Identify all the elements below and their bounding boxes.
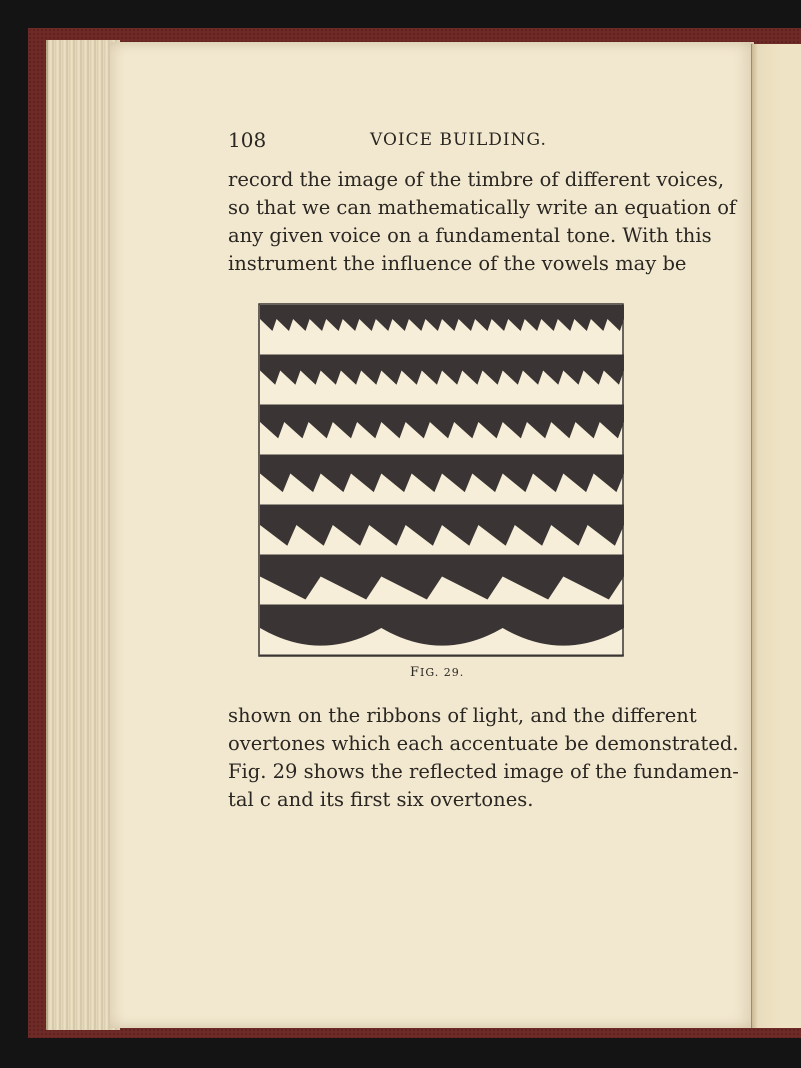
page-header <box>228 128 656 154</box>
caption-prefix: F <box>410 665 421 680</box>
text-line: instrument the influence of the vowels may be <box>228 252 687 275</box>
paragraph-top <box>228 166 737 278</box>
paragraph-bottom <box>228 702 739 814</box>
running-head: VOICE BUILDING. <box>370 130 547 150</box>
figure-29-ribbons <box>258 303 626 659</box>
ribbon-7 <box>260 605 624 646</box>
text-line: shown on the ribbons of light, and the different <box>228 704 697 727</box>
caption-rest: IG. 29. <box>420 666 465 679</box>
text-line: record the image of the timbre of different voices, <box>228 168 725 191</box>
text-line: any given voice on a fundamental tone. With this <box>228 224 712 247</box>
text-line: Fig. 29 shows the reflected image of the fundamen- <box>228 760 739 783</box>
facing-page <box>751 44 801 1028</box>
page-number: 108 <box>228 128 267 152</box>
figure-caption <box>410 665 464 680</box>
text-line: tal c and its first six overtones. <box>228 788 534 811</box>
page-edges <box>46 40 120 1030</box>
text-line: so that we can mathematically write an equation of <box>228 196 737 219</box>
text-line: overtones which each accentuate be demonstrated. <box>228 732 739 755</box>
